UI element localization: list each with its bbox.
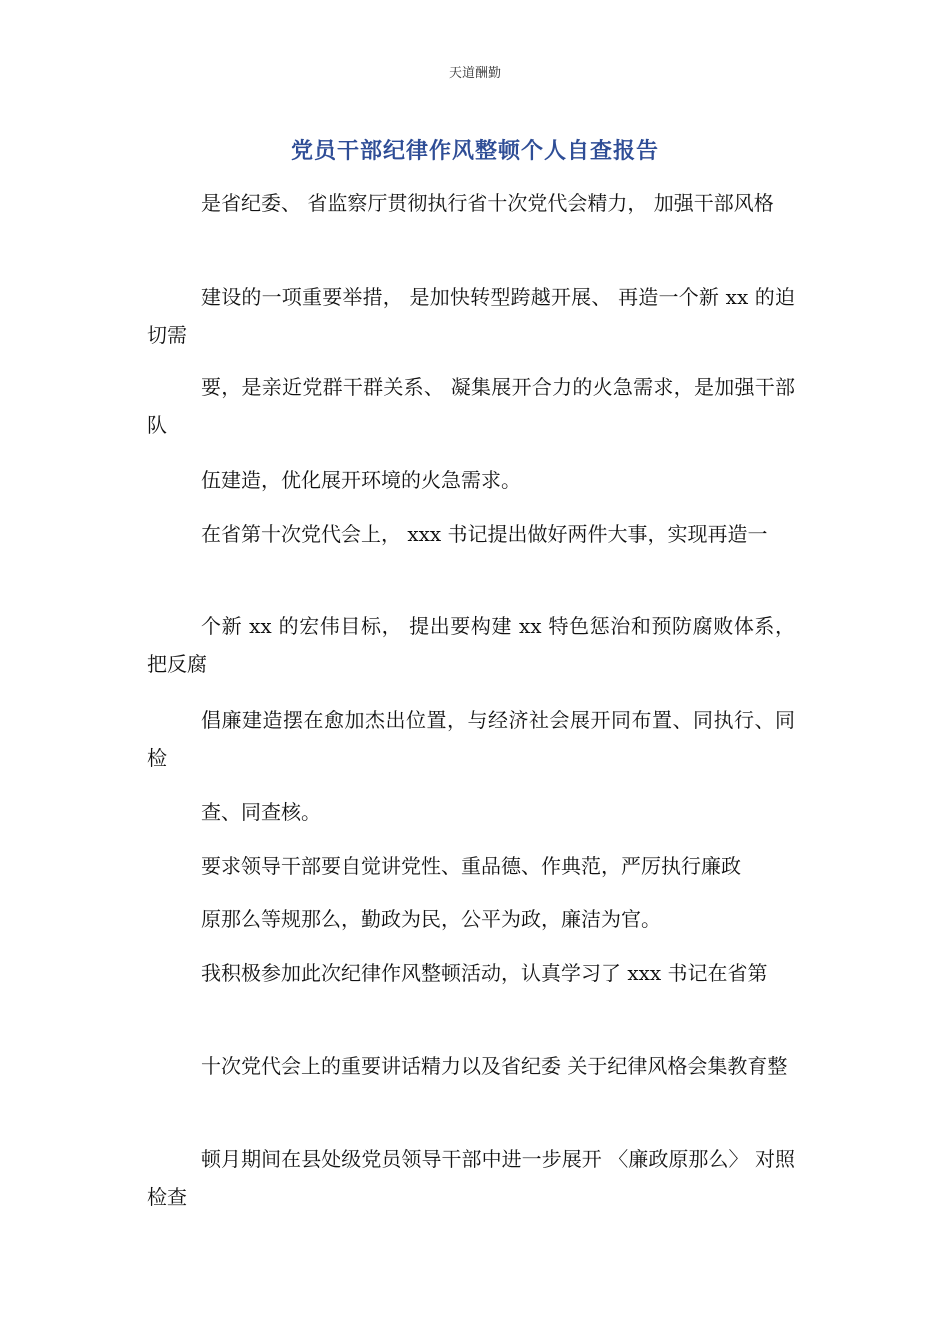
document-title: 党员干部纪律作风整顿个人自查报告 <box>290 139 659 164</box>
paragraph: 倡廉建造摆在愈加杰出位置，与经济社会展开同布置、同执行、同检 <box>147 708 795 770</box>
paragraph: 十次党代会上的重要讲话精力以及省纪委 关于纪律风格会集教育整 <box>201 1054 788 1078</box>
page-header: 天道酬勤 <box>448 66 501 81</box>
paragraph: 是省纪委、 省监察厅贯彻执行省十次党代会精力， 加强干部风格 <box>201 191 774 215</box>
paragraph: 在省第十次党代会上， xxx 书记提出做好两件大事，实现再造一 <box>201 522 768 546</box>
paragraph: 要求领导干部要自觉讲党性、重品德、作典范，严厉执行廉政 <box>201 854 741 878</box>
paragraph: 原那么等规那么，勤政为民，公平为政，廉洁为官。 <box>201 907 661 931</box>
paragraph: 个新 xx 的宏伟目标， 提出要构建 xx 特色惩治和预防腐败体系， 把反腐 <box>147 614 795 676</box>
paragraph: 顿月期间在县处级党员领导干部中进一步展开 〈廉政原那么〉 对照检查 <box>147 1147 795 1209</box>
paragraph: 建设的一项重要举措， 是加快转型跨越开展、 再造一个新 xx 的迫切需 <box>147 285 795 347</box>
paragraph: 我积极参加此次纪律作风整顿活动，认真学习了 xxx 书记在省第 <box>201 961 768 985</box>
paragraph: 伍建造，优化展开环境的火急需求。 <box>201 468 521 492</box>
paragraph: 要，是亲近党群干群关系、 凝集展开合力的火急需求，是加强干部队 <box>147 375 795 437</box>
paragraph: 查、同查核。 <box>201 800 321 824</box>
